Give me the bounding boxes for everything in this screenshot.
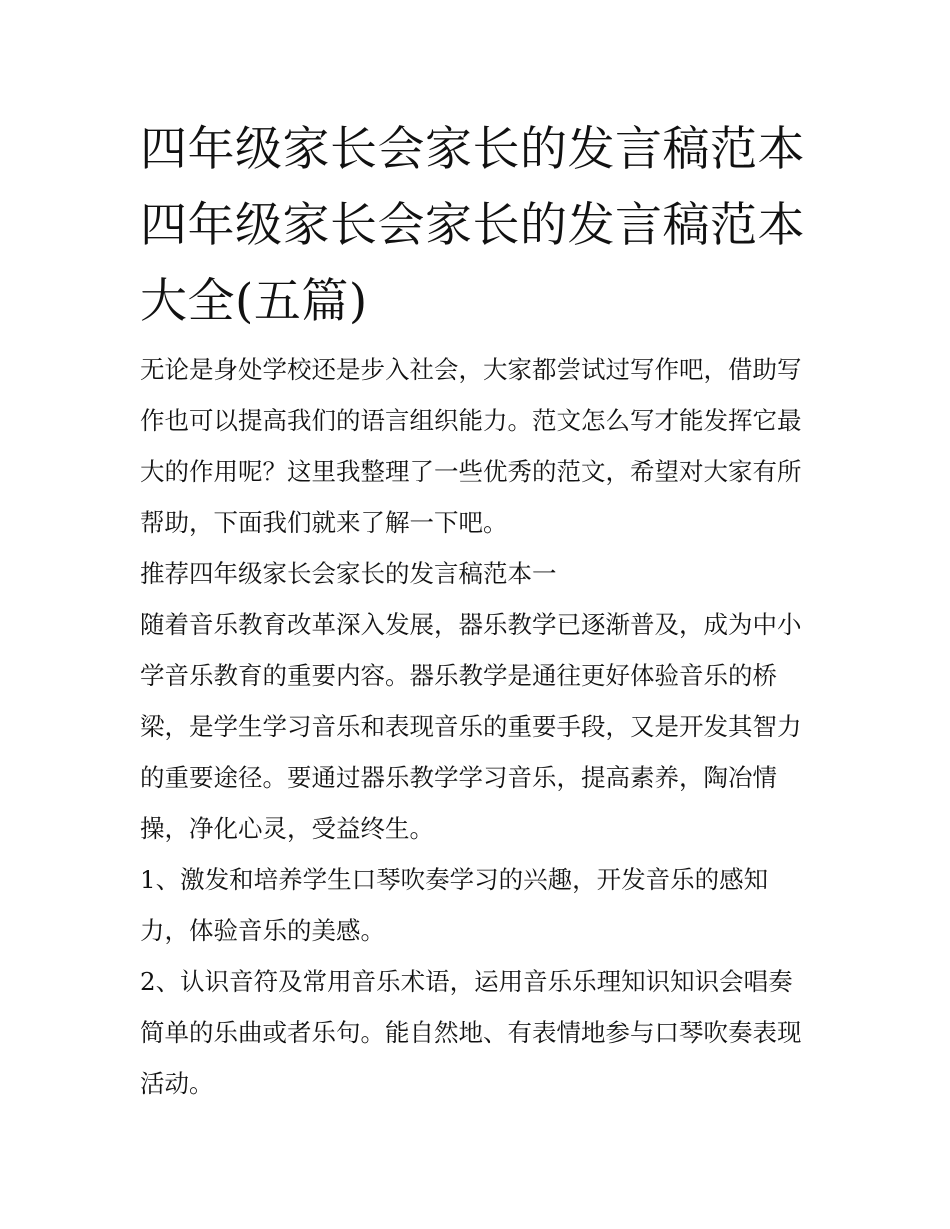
list-item-2: 2、认识音符及常用音乐术语，运用音乐乐理知识知识会唱奏简单的乐曲或者乐句。能自然地、有表情地参与口琴吹奏表现活动。 (140, 967, 802, 1098)
intro-paragraph: 无论是身处学校还是步入社会，大家都尝试过写作吧，借助写作也可以提高我们的语言组织能力。范文怎么写才能发挥它最大的作用呢？这里我整理了一些优秀的范文，希望对大家有所帮助，下面我们就来了解一下吧。 (140, 355, 802, 537)
document-body (140, 112, 812, 1109)
section-heading: 推荐四年级家长会家长的发言稿范本一 (140, 559, 557, 588)
list-item-1: 1、激发和培养学生口琴吹奏学习的兴趣，开发音乐的感知力，体验音乐的美感。 (140, 865, 769, 945)
document-title: 四年级家长会家长的发言稿范本 四年级家长会家长的发言稿范本大全(五篇) (140, 122, 805, 329)
body-paragraph: 随着音乐教育改革深入发展，器乐教学已逐渐普及，成为中小学音乐教育的重要内容。器乐教学是通往更好体验音乐的桥梁，是学生学习音乐和表现音乐的重要手段，又是开发其智力的重要途径。要通过器乐教学学习音乐，提高素养，陶冶情操，净化心灵，受益终生。 (140, 610, 802, 843)
